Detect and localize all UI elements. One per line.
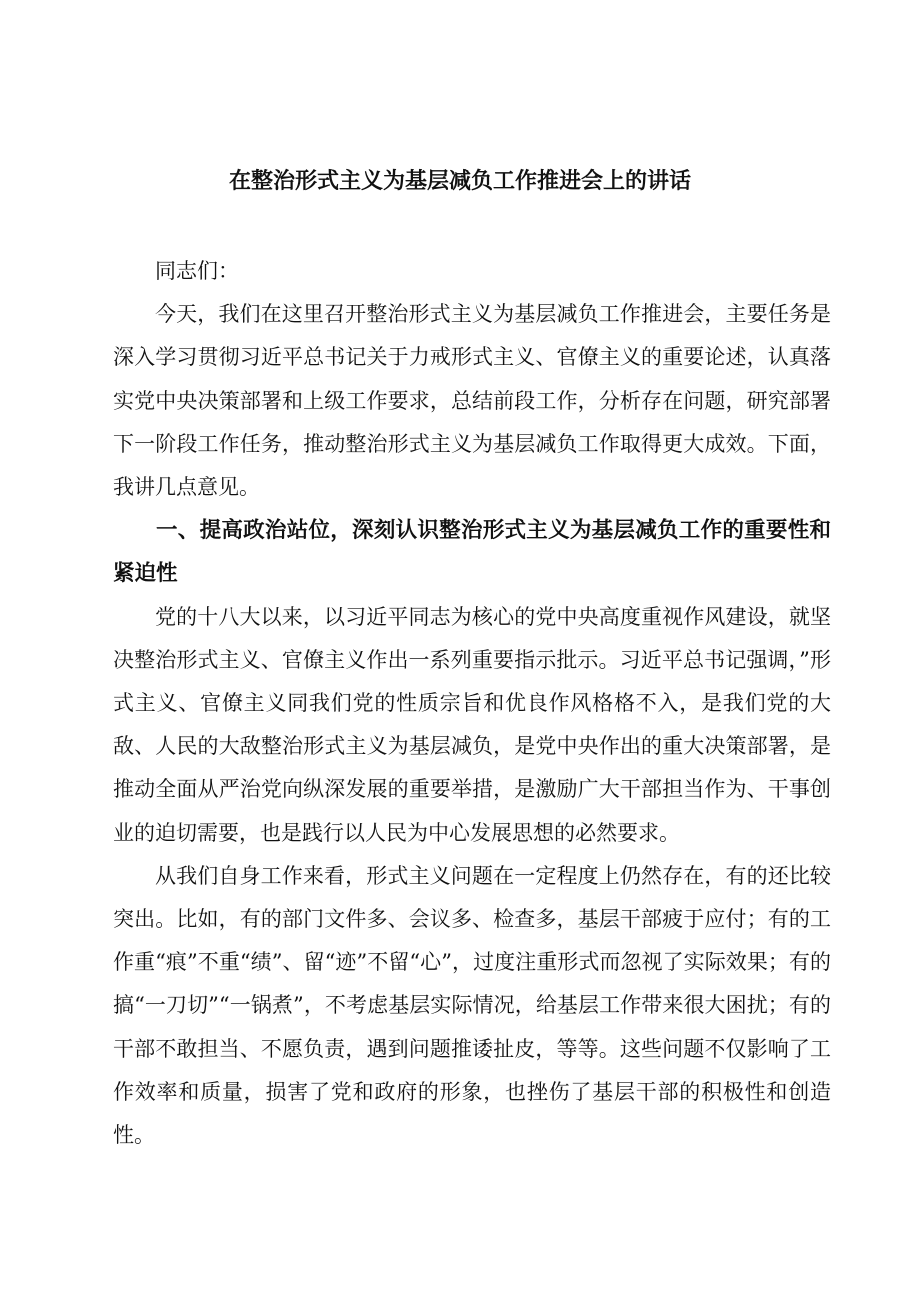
intro-paragraph: 今天，我们在这里召开整治形式主义为基层减负工作推进会，主要任务是深入学习贯彻习近平总书记关于力戒形式主义、官僚主义的重要论述，认真落实党中央决策部署和上级工作要求，总结前段工作，分析存在问题，研究部署下一阶段工作任务，推动整治形式主义为基层减负工作取得更大成效。下面，我讲几点意见。: [113, 302, 831, 500]
document-body: [113, 250, 831, 1157]
section-heading: 一、提高政治站位，深刻认识整治形式主义为基层减负工作的重要性和紧迫性: [113, 518, 831, 587]
body-paragraph: 党的十八大以来，以习近平同志为核心的党中央高度重视作风建设，就坚决整治形式主义、官僚主义作出一系列重要指示批示。习近平总书记强调，”形式主义、官僚主义同我们党的性质宗旨和优良作风格格不入，是我们党的大敌、人民的大敌整治形式主义为基层减负，是党中央作出的重大决策部署，是推动全面从严治党向纵深发展的重要举措，是激励广大干部担当作为、干事创业的迫切需要，也是践行以人民为中心发展思想的必然要求。: [113, 604, 831, 845]
salutation: 同志们：: [155, 259, 239, 283]
body-paragraph: 从我们自身工作来看，形式主义问题在一定程度上仍然存在，有的还比较突出。比如，有的部门文件多、会议多、检查多，基层干部疲于应付；有的工作重“痕”不重“绩”、留“迹”不留“心”，过度注重形式而忽视了实际效果；有的搞“一刀切”“一锅煮”，不考虑基层实际情况，给基层工作带来很大困扰；有的干部不敢担当、不愿负责，遇到问题推诿扯皮，等等。这些问题不仅影响了工作效率和质量，损害了党和政府的形象，也挫伤了基层干部的积极性和创造性。: [113, 863, 831, 1148]
document-title: 在整治形式主义为基层减负工作推进会上的讲话: [228, 169, 691, 194]
